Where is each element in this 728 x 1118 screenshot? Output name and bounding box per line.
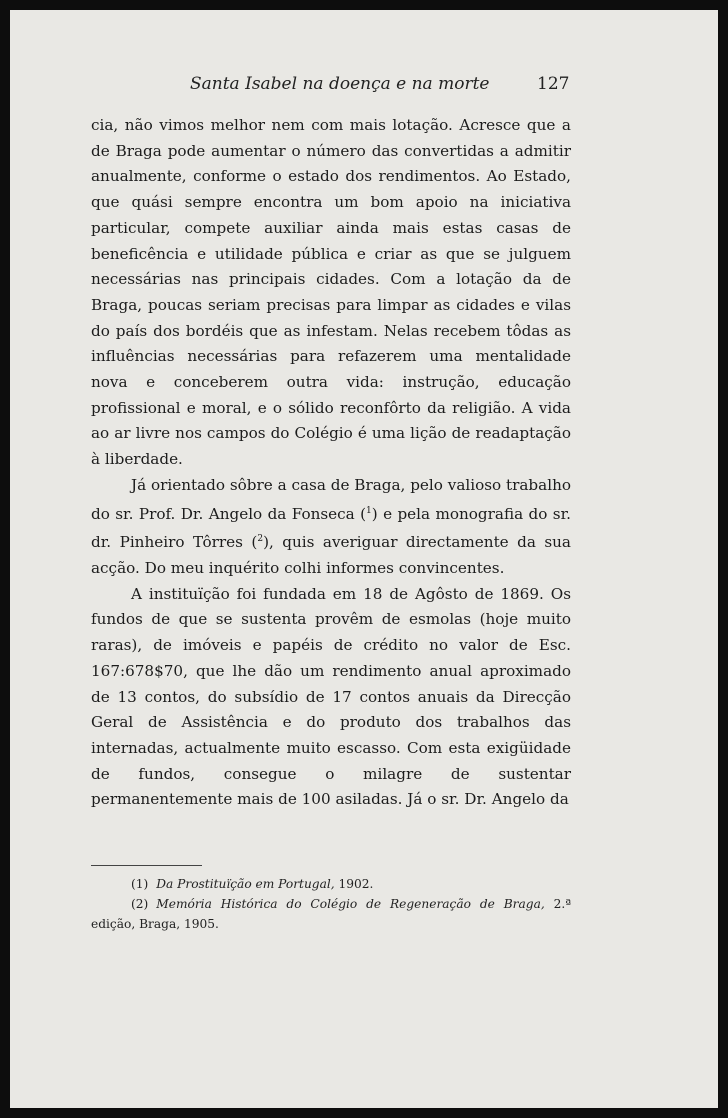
footnote-2-mark: (2) <box>131 897 149 911</box>
footnote-divider <box>91 865 202 866</box>
paragraph-2-text-a: Já orientado sôbre a casa de Braga, pelo valioso trabalho do sr. Prof. Dr. Angelo da Fonseca ( <box>91 475 571 523</box>
paragraph-1: cia, não vimos melhor nem com mais lotação. Acresce que a de Braga pode aumentar o número das convertidas a admitir anualmente, conforme o estado dos rendimentos. Ao Estado, que quási sempre encontra um bom apoio na iniciativa particular, compete auxiliar ainda mais estas casas de beneficência e utilidade pública e criar as que se julguem necessárias nas principais cidades. Com a lotação da de Braga, poucas seriam precisas para limpar as cidades e vilas do país dos bordéis que as infestam. Nelas recebem tôdas as influências necessárias para refazerem uma mentalidade nova e conceberem outra vida: instrução, educação profissional e moral, e o sólido reconfôrto da religião. A vida ao ar livre nos campos do Colégio é uma lição de readaptação à liberdade. <box>91 116 571 469</box>
footnote-1 <box>91 874 571 894</box>
book-page <box>10 10 718 1108</box>
page-number: 127 <box>537 74 570 94</box>
paragraph-2-text-c: ), quis averiguar directamente da sua acção. Do meu inquérito colhi informes convincentes. <box>91 533 571 578</box>
footnote-ref-1: 1 <box>366 505 372 516</box>
footnote-1-title: Da Prostituïção em Portugal, <box>156 877 335 891</box>
paragraph-2 <box>91 473 571 582</box>
body-text <box>91 113 571 813</box>
footnote-ref-2: 2 <box>257 534 264 545</box>
paragraph-2-text-b: ) e pela monografia do sr. dr. Pinheiro Tôrres ( <box>91 504 571 552</box>
footnote-1-mark: (1) <box>131 877 149 891</box>
footnotes <box>91 874 571 934</box>
footnote-2 <box>91 894 571 934</box>
running-title: Santa Isabel na doença e na morte <box>190 74 490 94</box>
paragraph-3: A instituïção foi fundada em 18 de Agôsto de 1869. Os fundos de que se sustenta provêm de esmolas (hoje muito raras), de imóveis e papéis de crédito no valor de Esc. 167:678$70, que lhe dão um rendimento anual aproximado de 13 contos, do subsídio de 17 contos anuais da Direcção Geral de Assistência e do produto dos trabalhos das internadas, actualmente muito escasso. Com esta exigüidade de fundos, consegue o milagre de sustentar permanentemente mais de 100 asiladas. Já o sr. Dr. Angelo da <box>91 584 571 809</box>
footnote-1-rest: 1902. <box>334 877 374 891</box>
page-header <box>10 74 718 98</box>
footnote-2-title: Memória Histórica do Colégio de Regeneração de Braga, <box>156 897 545 911</box>
footnote-2-rest: 2.ª edição, Braga, 1905. <box>91 897 572 931</box>
